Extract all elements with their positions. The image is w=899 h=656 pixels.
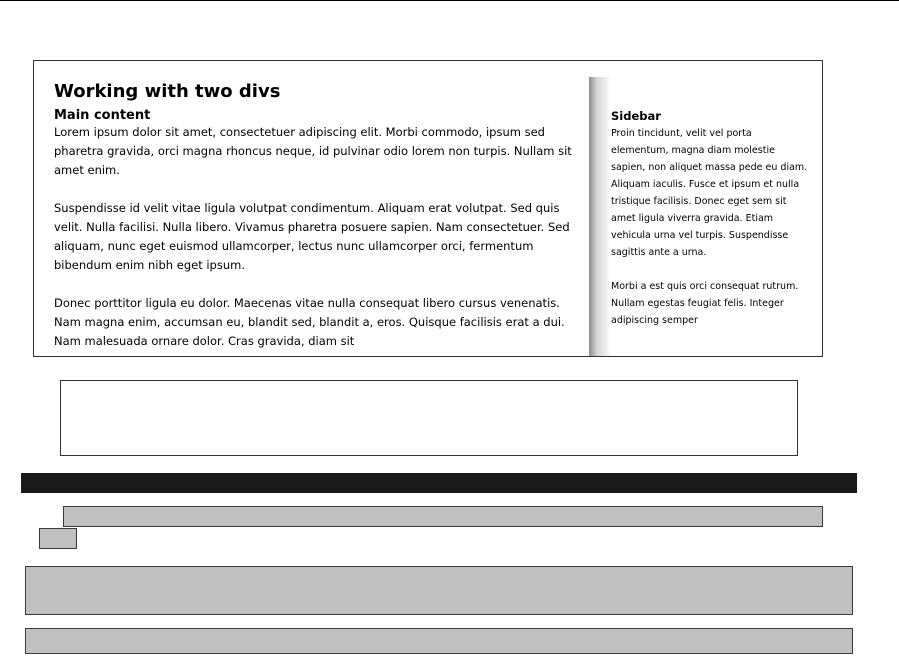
main-paragraph: Lorem ipsum dolor sit amet, consectetuer adipiscing elit. Morbi commodo, ipsum sed pharetra gravida, orci magna rhoncus neque, id pulvinar odio lorem non turpis. Nullam sit amet enim. xyxy=(54,125,572,177)
gray-bar-bottom xyxy=(25,628,853,654)
gray-bar-wide xyxy=(63,506,823,527)
gray-bar-small xyxy=(39,528,77,549)
sidebar-heading: Sidebar xyxy=(611,109,661,123)
sidebar-paragraph: Proin tincidunt, velit vel porta elementum, magna diam molestie sapien, non aliquet massa pede eu diam. Aliquam iaculis. Fusce et ipsum et nulla tristique facilisis. Donec eget sem sit amet ligula viverra gravida. Etiam vehicula urna vel turpis. Suspendisse sagittis ante a urna. xyxy=(611,128,808,258)
sidebar-content xyxy=(611,109,811,346)
layout-preview xyxy=(33,60,823,357)
main-content-heading: Main content xyxy=(54,108,151,123)
black-bar xyxy=(21,473,857,493)
main-paragraph: Suspendisse id velit vitae ligula volutpat condimentum. Aliquam erat volutpat. Sed quis velit. Nulla facilisi. Nulla libero. Vivamus pharetra posuere sapien. Nam consectetuer. Sed aliquam, nunc eget euismod ullamcorper, lectus nunc ullamcorper orci, fermentum bibendum enim nibh eget ipsum. xyxy=(54,201,570,272)
sidebar-paragraph: Morbi a est quis orci consequat rutrum. Nullam egestas feugiat felis. Integer adipiscing semper xyxy=(611,281,799,326)
page-title: Working with two divs xyxy=(54,81,281,102)
empty-panel xyxy=(60,380,798,456)
sidebar-column xyxy=(589,77,821,356)
main-paragraph: Donec porttitor ligula eu dolor. Maecenas vitae nulla consequat libero cursus venenatis. Nam magna enim, accumsan eu, blandit sed, blandit a, eros. Quisque facilisis erat a dui. Nam malesuada ornare dolor. Cras gravida, diam sit xyxy=(54,296,565,348)
main-content-column xyxy=(54,81,574,357)
top-divider xyxy=(0,0,899,1)
gray-bar-tall xyxy=(25,566,853,615)
